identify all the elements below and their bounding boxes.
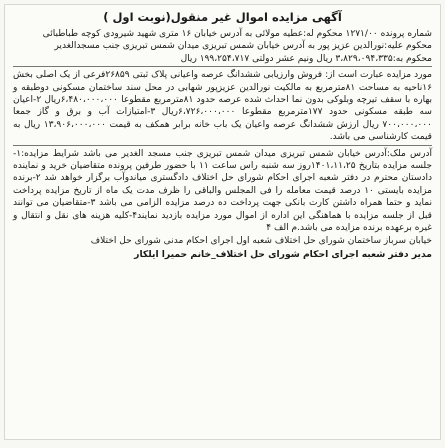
notice-title: آگهی مزایده اموال غیر منقول(نوبت اول ) xyxy=(103,10,342,24)
judgment-debtor-line: محکوم علیه:نورالدین عزیز پور به آدرس خیابان شمس تبریزی میدان شمس تبریزی جنب مسجدالغدیر xyxy=(54,41,432,52)
auction-conditions-paragraph: آدرس ملک:آدرس خیابان شمس تبریزی میدان شمس تبریزی جنب مسجد الغدیر می باشد شرایط مزایده:۱-جلسه مزایده بتاریخ ۱۴۰۱،۱۱،۲۵روز سه شنبه راس ساعت ۱۱ با حضور طرفین پرونده متقاضیان خرید و نماینده دادستان محترم در دفتر شعبه اجرای احکام شورای حل اختلاف دادگستری میاندوآب برگزار خواهد شد ۲-برنده مزایده بایستی ۱۰ درصد قیمت معامله را فی المجلس والباقی را ظرف مدت یک ماه از تاریخ مزایده پرداخت نماید و حتما همراه داشتن کارت بانکی جهت پرداخت ده درصد مزایده الزامی می باشد ۳-متقاضیان می توانند قبل از جلسه مزایده با هماهنگی این اداره از اموال مورد مزایده بازدید نمایند۴-کلیه هزینه های نقل و انتقال و غیره برعهده برنده مزایده می باشد.م الف ۴ xyxy=(13,148,432,234)
notice-page xyxy=(4,4,441,440)
case-number-line: شماره پرونده ۱۲۷۱/۰۰ محکوم له:عطیه مولائی به آدرس خیابان ۱۶ متری شهید شیرودی کوچه طباطبائی xyxy=(42,29,432,39)
divider xyxy=(13,145,432,146)
divider xyxy=(13,66,432,67)
notice-body xyxy=(13,28,432,261)
office-address-line: خیابان سرباز ساختمان شورای حل اختلاف شعبه اول اجرای احکام مدنی شورای حل اختلاف xyxy=(90,235,432,246)
signature-line: مدیر دفتر شعبه اجرای احکام شورای حل اختلاف_خانم حمیرا ایلکار xyxy=(134,248,432,260)
judgment-amount-line: محکوم به:۳،۸۲۹،۰۹۴،۳۳۵ ریال ونیم عشر دولتی ۱۹۹،۲۵۴،۷۱۷ ریال xyxy=(180,53,432,64)
auction-subject-paragraph: مورد مزایده عبارت است از: فروش وارزیابی ششدانگ عرصه واعیانی پلاک ثبتی ۲۶۸۵۹فرعی از یک اصلی بخش ۱۶ناحیه به مساحت ۸۱مترمربع به مالکیت نورالدین عزیزپور شهابی در محل سند ساختمان مسکونی دوطبقه و بهاره با سقف تیرچه وبلوکی بدون نما احداث شده عرصه حدود ۸۱مترمربع مقطوعا ۶،۴۸۰،۰۰۰،۰۰۰ریال ۲-اعیان سه طبقه مسکونی حدود ۱۷۷مترمربع مقطوعا ۶،۷۲۶،۰۰۰،۰۰۰ریال ۳-امتیازات آب و برق و گاز جمعا ۷۰۰،۰۰۰،۰۰۰ ریال ارزش ششدانگ عرصه واعیان یک باب خانه برابر همکف به قیمت ۱۳،۹۰۶،۰۰۰،۰۰۰ ریال به قیمت کارشناسی می باشد. xyxy=(13,70,433,143)
